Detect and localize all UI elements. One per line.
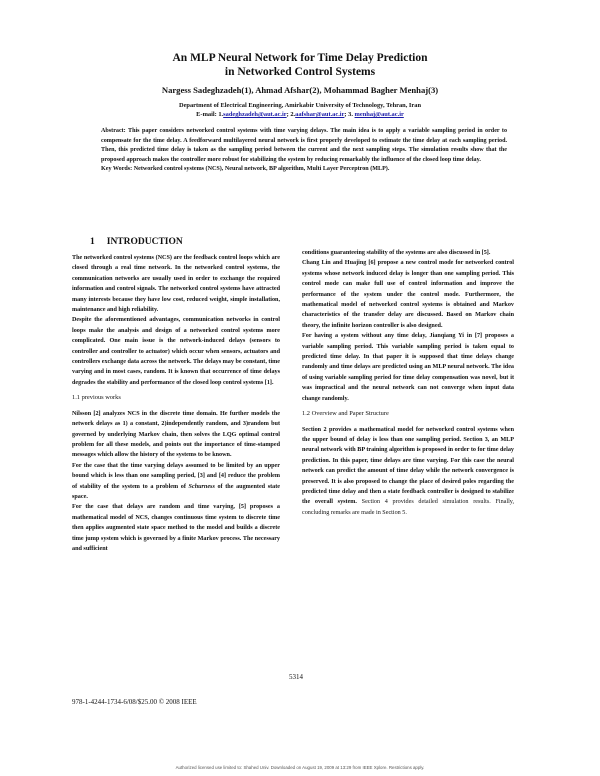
left-column [72, 253, 280, 554]
right-column [302, 248, 514, 518]
authors: Nargess Sadeghzadeh(1), Ahmad Afshar(2), Mohammad Bagher Menhaj(3) [161, 85, 439, 95]
page-number: 5314 [289, 673, 303, 681]
copyright: © 2008 IEEE [158, 698, 197, 706]
paragraph: Despite the aforementioned advantages, communication networks in control loops make the analysis and design of a networked control systems more complicated. One main issue is the network-induced delays (sensors to controller and controller to actuator) which occur when sensors, actuators and controllers exchange data across the network. The delays may be constant, time varying and in most cases, random. It is known that occurrence of time delays degrades the stability and performance of the closed loop control systems [1]. [72, 317, 280, 386]
email-separator-1: ; 2. [286, 111, 296, 118]
text-run: of the augmented state space. [72, 483, 281, 500]
isbn-line [72, 698, 197, 706]
subsection-heading: 1.2 Overview and Paper Structure [302, 410, 389, 418]
section-title: INTRODUCTION [106, 237, 183, 247]
paragraph: conditions guaranteeing stability of the systems are also discussed in [5]. [302, 250, 491, 256]
keywords: Key Words: Networked control systems (NCS), Neural network, BP algorithm, Multi Layer Perceptron (MLP). [101, 166, 390, 172]
email-link-2[interactable]: aafshar@aut.ac.ir [295, 111, 345, 118]
email-link-1[interactable]: sadeghzadeh@aut.ac.ir [223, 111, 287, 118]
abstract-block [101, 127, 507, 175]
text-run: For the case that the time varying delays assumed to be limited by an upper bound which is less than one sampling period, [3] and [4] reduce the problem of stability of the system to a problem of [72, 462, 280, 490]
text-run: Section 2 provides a mathematical model for networked control systems when the upper bound of delay is less than one sampling period. Section 3, an MLP neural network with BP training algorithm is proposed in order to for time delay prediction. In this paper, time delays are time varying. For this case the neural network can predict the amount of time delay while the network convergence is preserved. It is also proposed to change the place of desired poles regarding the predicted time delay and then a state feedback controller is designed to stabilize the overall system. [302, 426, 514, 506]
italic-term: Schurness [188, 483, 215, 490]
section-number: 1 [90, 237, 95, 247]
paragraph: The networked control systems (NCS) are the feedback control loops which are closed through a real time network. In the networked control systems, the communication networks are usually used in order to exchange the required information and control signals. The networked control systems have attracted many interests because they have low cost, reduced weight, simple installation, maintenance and high reliability. [72, 255, 280, 314]
email-link-3[interactable]: menhaj@aut.ac.ir [354, 111, 404, 118]
emails [0, 111, 600, 118]
text-run: Section 4 provides detailed simulation results. Finally, concluding remarks are made in Section 5. [302, 499, 514, 516]
paper-title-line2: in Networked Control Systems [224, 66, 376, 78]
download-footer: Authorized licensed use limited to: Shahed Univ. Downloaded on August 19, 2009 at 13:29 from IEEE Xplore. Restrictions apply. [175, 765, 425, 770]
section-heading [90, 237, 183, 247]
subsection-heading: 1.1 previous works [72, 394, 121, 402]
paragraph: For having a system without any time delay, Jianqiang Yi in [7] proposes a variable sampling period. This variable sampling period is taken equal to predicted time delay. In that paper it is supposed that time delays change randomly and time delays are predicted using an MLP neural network. The idea of using variable sampling period for time delay compensation was novel, but it was impractical and the neural network can not converge when input data change randomly. [302, 333, 514, 402]
paragraph [72, 461, 280, 503]
paragraph: Chang Lin and Huajing [6] propose a new control mode for networked control systems whose network induced delay is longer than one sampling period. This control mode can make full use of control information and improve the performance of the system under the control mode. Furthermore, the mathematical model of networked control systems is obtained and Markov characteristics of the transfer delay are discussed. Based on Markov chain theory, the infinite horizon controller is also designed. [302, 260, 514, 329]
paragraph: For the case that delays are random and time varying, [5] proposes a mathematical model of NCS, changes continuous time system to discrete time then applies augmented state space method to the model and builds a discrete time jump system which is governed by a finite Markov process. The necessary and sufficient [72, 504, 280, 552]
email-separator-2: ; 3. [344, 111, 355, 118]
paragraph: Nilsson [2] analyzes NCS in the discrete time domain. He further models the network delays as 1) a constant, 2)independently random, and 3)random but governed by underlying Markov chain, then solves the LQG optimal control problem for all these models, and points out the importance of time-stamped messages which allow the history of the systems to be known. [72, 410, 280, 459]
paper-title-line1: An MLP Neural Network for Time Delay Prediction [172, 52, 428, 64]
abstract: Abstract: This paper considers networked control systems with time varying delays. The main idea is to apply a variable sampling period in order to compensate for the time delay. A feedforward multilayered neural network is first properly developed to estimate the time delay at each sampling period. Then, this predicted time delay is taken as the sampling period between the current and the next sampling steps. The simulation results show that the proposed approach makes the controller more robust for stabilizing the system by reducing remarkably the influence of the closed loop time delay. [101, 128, 507, 163]
isbn: 978-1-4244-1734-6/08/$25.00 [72, 698, 159, 706]
paragraph [302, 425, 514, 519]
email-prefix: E-mail: 1. [196, 111, 224, 118]
affiliation: Department of Electrical Engineering, Amirkabir University of Technology, Tehran, Iran [178, 102, 421, 109]
